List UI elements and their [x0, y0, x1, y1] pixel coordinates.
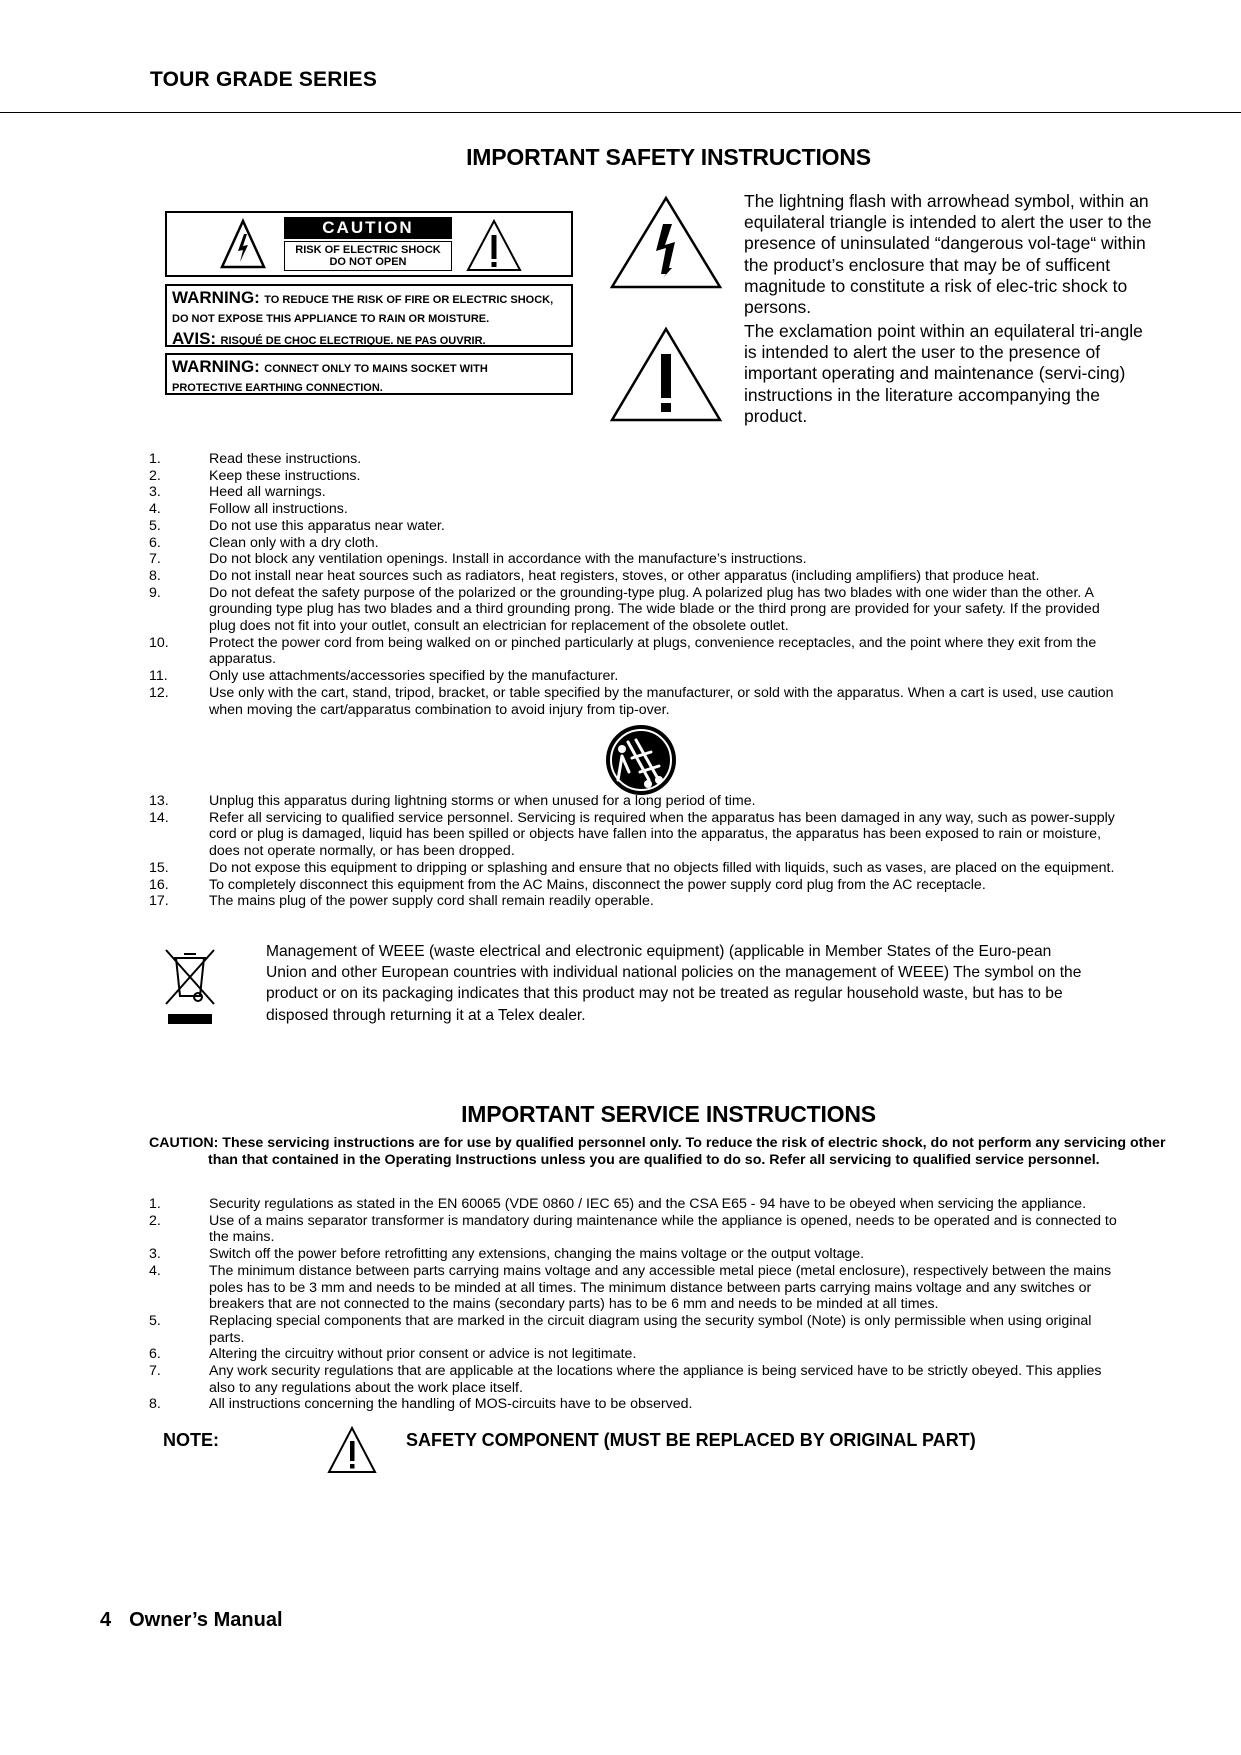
item-number: 4. — [149, 1262, 161, 1279]
item-text: Use only with the cart, stand, tripod, bracket, or table specified by the manufacturer, or sold with the apparatus. When a cart is used, use caution when moving the cart/apparatus combination to avoid injury from tip-over. — [209, 684, 1114, 718]
list-item — [149, 535, 1125, 552]
lightning-flash-triangle-icon — [608, 194, 724, 290]
warning-word: WARNING: — [172, 288, 260, 307]
item-number: 5. — [149, 517, 161, 534]
item-text: The mains plug of the power supply cord shall remain readily operable. — [209, 893, 654, 910]
item-number: 7. — [149, 1363, 161, 1380]
item-number: 15. — [149, 859, 169, 876]
list-item — [149, 1363, 1125, 1396]
service-list — [149, 1196, 1125, 1413]
warning-earthing-label — [165, 353, 573, 395]
warning-text-line2: DO NOT EXPOSE THIS APPLIANCE TO RAIN OR MOISTURE. — [172, 313, 490, 325]
list-item — [149, 1246, 1125, 1263]
weee-crossed-bin-icon — [160, 946, 220, 1026]
item-text: Do not expose this equipment to dripping or splashing and ensure that no objects filled with liquids, such as vases, are placed on the equipment. — [209, 859, 1115, 876]
item-number: 16. — [149, 876, 169, 893]
item-text: Read these instructions. — [209, 451, 362, 467]
item-text: Unplug this apparatus during lightning storms or when unused for a long period of time. — [209, 793, 756, 809]
item-number: 6. — [149, 534, 161, 551]
list-item — [149, 635, 1125, 668]
note-text: SAFETY COMPONENT (MUST BE REPLACED BY ORIGINAL PART) — [406, 1430, 976, 1450]
warning2-text-line1: CONNECT ONLY TO MAINS SOCKET WITH — [264, 363, 488, 375]
header-title: TOUR GRADE SERIES — [150, 68, 378, 91]
item-text: Switch off the power before retrofitting any extensions, changing the mains voltage or the output voltage. — [209, 1246, 865, 1263]
list-item — [149, 1196, 1125, 1213]
item-text: Replacing special components that are marked in the circuit diagram using the security symbol (Note) is only permissible when using original parts. — [209, 1312, 1092, 1346]
list-item — [149, 468, 1125, 485]
list-item — [149, 518, 1125, 535]
item-text: Clean only with a dry cloth. — [209, 534, 379, 551]
item-number: 1. — [149, 1196, 161, 1212]
list-item — [149, 877, 1125, 894]
cart-tip-over-icon — [604, 722, 678, 798]
item-number: 12. — [149, 684, 169, 701]
list-item — [149, 685, 1125, 718]
item-number: 4. — [149, 501, 161, 518]
list-item — [149, 793, 1125, 810]
list-item — [149, 860, 1125, 877]
weee-description: Management of WEEE (waste electrical and electronic equipment) (applicable in Member States of the Euro-pean Union and other European countries with individual national policies on the management of WEEE) The symbol on the product or on its packaging indicates that this product may not be treated as regular household waste, but has to be disposed through returning it at a Telex dealer. — [266, 943, 1082, 1024]
service-instructions-title: IMPORTANT SERVICE INSTRUCTIONS — [461, 1101, 876, 1127]
item-text: Protect the power cord from being walked on or pinched particularly at plugs, convenience receptacles, and the point where they exit from the apparatus. — [209, 634, 1097, 668]
item-text: The minimum distance between parts carrying mains voltage and any accessible metal piece (metal enclosure), respectively between the mains poles has to be 3 mm and needs to be minded at all times. The minimum distance between parts carrying mains voltage and any switches or breakers that are not connected to the mains (secondary parts) has to be 6 mm and needs to be minded at all times. — [209, 1262, 1112, 1313]
caution-center — [284, 217, 452, 271]
note-label: NOTE: — [163, 1430, 219, 1450]
item-number: 17. — [149, 893, 169, 910]
list-item — [149, 1396, 1125, 1413]
caution-subtext — [284, 241, 452, 271]
footer-title: Owner’s Manual — [129, 1609, 283, 1631]
item-text: Any work security regulations that are applicable at the locations where the appliance is being serviced have to be strictly obeyed. This applies also to any regulations about the work place itself. — [209, 1363, 1102, 1396]
item-number: 9. — [149, 584, 161, 601]
list-item — [149, 893, 1125, 910]
item-number: 5. — [149, 1312, 161, 1329]
page-footer — [100, 1609, 283, 1632]
item-number: 13. — [149, 793, 169, 809]
service-caution: CAUTION: These servicing instructions are for use by qualified personnel only. To reduce the risk of electric shock, do not perform any servicing other than that contained in the Operating Instructions unless you are qualified to do so. Refer all servicing to qualified service personnel. — [149, 1135, 1166, 1168]
warning-rain-label — [165, 284, 573, 347]
caution-sub-line1: RISK OF ELECTRIC SHOCK — [295, 244, 441, 256]
item-text: Do not block any ventilation openings. Install in accordance with the manufacture’s instructions. — [209, 551, 807, 568]
list-item — [149, 501, 1125, 518]
caution-sub-line2: DO NOT OPEN — [329, 256, 407, 268]
list-item — [149, 484, 1125, 501]
lightning-symbol-description: The lightning flash with arrowhead symbol, within an equilateral triangle is intended to alert the user to the presence of uninsulated “dangerous vol-tage“ within the product’s enclosure that may be of sufficent magnitude to constitute a risk of elec-tric shock to persons. — [744, 191, 1152, 318]
list-item — [149, 451, 1125, 468]
list-item — [149, 585, 1125, 635]
item-number: 6. — [149, 1346, 161, 1363]
item-number: 3. — [149, 484, 161, 501]
item-number: 2. — [149, 467, 161, 484]
item-text: To completely disconnect this equipment from the AC Mains, disconnect the power supply cord plug from the AC receptacle. — [209, 876, 986, 893]
safety-list-b — [149, 793, 1125, 910]
header-divider — [0, 112, 1241, 113]
item-number: 8. — [149, 567, 161, 584]
warning2-text-line2: PROTECTIVE EARTHING CONNECTION. — [172, 382, 383, 394]
warning-word-2: WARNING: — [172, 357, 260, 376]
lightning-triangle-icon — [219, 218, 267, 270]
item-number: 3. — [149, 1246, 161, 1263]
item-number: 11. — [149, 668, 168, 685]
item-number: 10. — [149, 634, 169, 651]
list-item — [149, 1313, 1125, 1346]
item-number: 8. — [149, 1396, 161, 1413]
avis-text: RISQUÉ DE CHOC ELECTRIQUE. NE PAS OUVRIR. — [220, 335, 486, 347]
list-item — [149, 810, 1125, 860]
safety-instructions-title: IMPORTANT SAFETY INSTRUCTIONS — [466, 144, 871, 170]
item-text: Do not use this apparatus near water. — [209, 517, 445, 534]
list-item — [149, 1346, 1125, 1363]
warning-text-line1: TO REDUCE THE RISK OF FIRE OR ELECTRIC SHOCK, — [264, 294, 554, 306]
item-text: Do not install near heat sources such as radiators, heat registers, stoves, or other apparatus (including amplifiers) that produce heat. — [209, 567, 1040, 584]
item-text: Keep these instructions. — [209, 467, 361, 484]
item-text: Use of a mains separator transformer is mandatory during maintenance while the appliance is opened, needs to be operated and is connected to the mains. — [209, 1212, 1117, 1246]
item-number: 7. — [149, 551, 161, 568]
item-text: Refer all servicing to qualified service personnel. Servicing is required when the apparatus has been damaged in any way, such as power-supply cord or plug is damaged, liquid has been spilled or objects have fallen into the apparatus, the apparatus has been exposed to rain or moisture, does not operate normally, or has been dropped. — [209, 809, 1115, 860]
list-item — [149, 668, 1125, 685]
item-number: 1. — [149, 451, 161, 467]
page-number: 4 — [100, 1609, 112, 1631]
item-text: Only use attachments/accessories specified by the manufacturer. — [209, 668, 619, 685]
item-text: All instructions concerning the handling of MOS-circuits have to be observed. — [209, 1396, 693, 1413]
exclamation-point-triangle-icon — [608, 325, 724, 423]
list-item — [149, 1263, 1125, 1313]
caution-label — [165, 211, 573, 277]
safety-component-warning-icon — [326, 1425, 378, 1475]
item-text: Follow all instructions. — [209, 501, 348, 518]
exclamation-symbol-description: The exclamation point within an equilateral tri-angle is intended to alert the user to the presence of important operating and maintenance (servi-cing) instructions in the literature accompanying the product. — [744, 321, 1143, 426]
avis-word: AVIS: — [172, 329, 217, 348]
safety-list-a — [149, 451, 1125, 718]
caution-heading: CAUTION — [284, 217, 452, 239]
item-text: Heed all warnings. — [209, 484, 326, 501]
item-number: 14. — [149, 809, 169, 826]
list-item — [149, 568, 1125, 585]
list-item — [149, 551, 1125, 568]
item-text: Security regulations as stated in the EN 60065 (VDE 0860 / IEC 65) and the CSA E65 - 94 have to be obeyed when servicing the appliance. — [209, 1196, 1087, 1212]
list-item — [149, 1213, 1125, 1246]
exclamation-triangle-icon — [465, 218, 523, 273]
item-text: Altering the circuitry without prior consent or advice is not legitimate. — [209, 1346, 637, 1363]
item-number: 2. — [149, 1212, 161, 1229]
item-text: Do not defeat the safety purpose of the polarized or the grounding-type plug. A polarized plug has two blades with one wider than the other. A grounding type plug has two blades and a third grounding prong. The wide blade or the third prong are provided for your safety. If the provided plug does not fit into your outlet, consult an electrician for replacement of the obsolete outlet. — [209, 584, 1100, 635]
